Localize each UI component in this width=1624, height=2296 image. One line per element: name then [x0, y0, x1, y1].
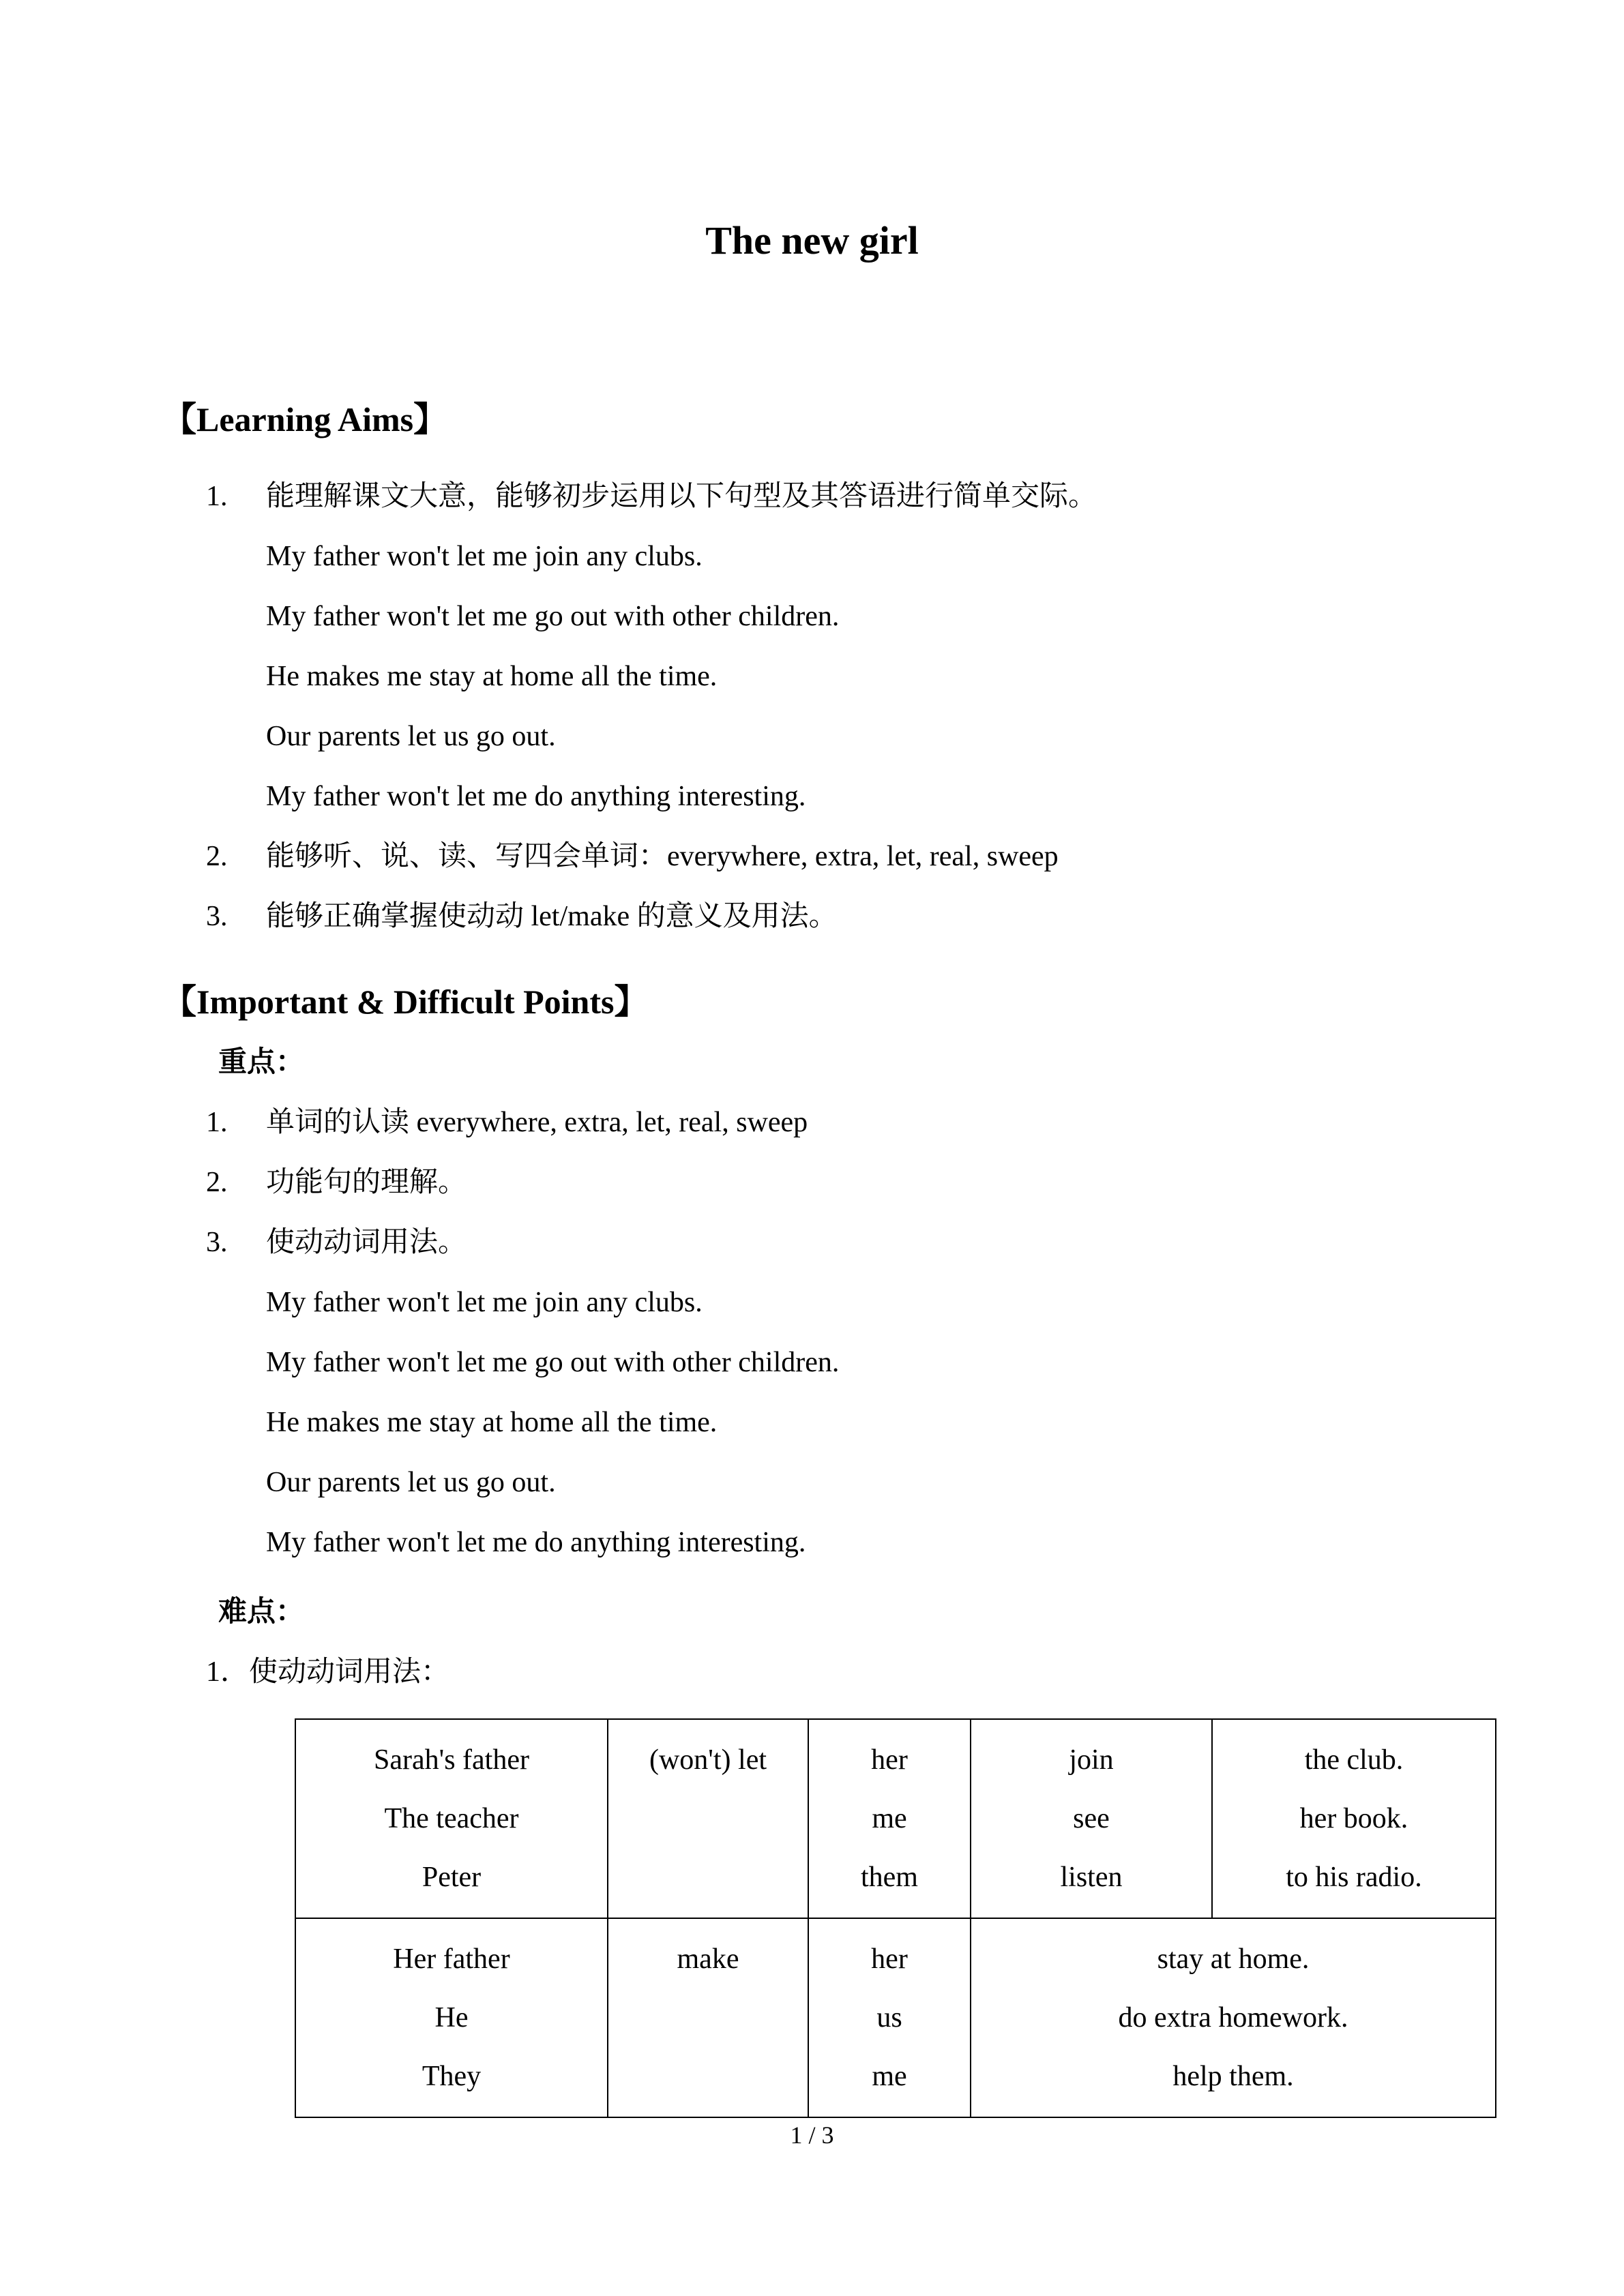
- table-cell-verb: [608, 1918, 808, 2117]
- list-item: [206, 886, 1624, 946]
- table-text: me: [872, 2060, 907, 2092]
- table-cell-subjects: [295, 1719, 608, 1918]
- difficult-points-label: 难点：: [218, 1596, 305, 1628]
- section-heading-learning-aims: 【Learning Aims】: [162, 400, 448, 438]
- table-text: Sarah's father: [374, 1744, 529, 1776]
- page-title: The new girl: [705, 218, 919, 263]
- list-number: 2.: [206, 1166, 228, 1198]
- table-text: Peter: [422, 1861, 482, 1893]
- table-text: help them.: [1172, 2060, 1294, 2092]
- example-sentence: My father won't let me do anything interesting.: [266, 780, 806, 812]
- example-sentence: He makes me stay at home all the time.: [266, 1406, 718, 1438]
- table-text: stay at home.: [1157, 1943, 1310, 1975]
- section-heading-important-points: 【Important & Difficult Points】: [162, 982, 649, 1021]
- list-text: 能够听、说、读、写四会单词：everywhere, extra, let, real, sweep: [266, 840, 1059, 872]
- table-cell-verb: [608, 1719, 808, 1918]
- table-text: her book.: [1299, 1802, 1408, 1834]
- page-number: 1 / 3: [790, 2121, 834, 2149]
- list-item: [206, 1092, 1624, 1152]
- table-row-let: [295, 1719, 1496, 1918]
- table-text: Her father: [393, 1943, 510, 1975]
- table-text: them: [861, 1861, 918, 1893]
- table-text: to his radio.: [1286, 1861, 1422, 1893]
- list-number: 2.: [206, 840, 228, 872]
- table-cell-complements-merged: [971, 1918, 1496, 2117]
- table-text: listen: [1060, 1861, 1123, 1893]
- example-sentence: My father won't let me go out with other children.: [266, 1346, 840, 1378]
- list-item: [206, 1152, 1624, 1212]
- list-text: 功能句的理解。: [266, 1166, 467, 1198]
- difficult-point-item: 1．使动动词用法：: [206, 1656, 450, 1688]
- table-cell-subjects: [295, 1918, 608, 2117]
- key-points-label: 重点：: [218, 1046, 305, 1078]
- table-text: do extra homework.: [1118, 2001, 1348, 2033]
- table-text: They: [422, 2060, 482, 2092]
- example-sentence: My father won't let me join any clubs.: [266, 540, 703, 572]
- list-item: [206, 466, 1624, 526]
- example-sentence: My father won't let me join any clubs.: [266, 1286, 703, 1318]
- table-cell-objects: [808, 1918, 971, 2117]
- list-item: [206, 826, 1624, 886]
- list-text: 使动动词用法。: [266, 1226, 467, 1258]
- table-text: join: [1069, 1744, 1114, 1776]
- grammar-table: [295, 1718, 1496, 2118]
- table-text: (won't) let: [649, 1744, 767, 1776]
- table-text: He: [434, 2001, 469, 2033]
- list-number: 1.: [206, 1106, 228, 1138]
- list-number: 3.: [206, 1226, 228, 1258]
- list-text: 能理解课文大意，能够初步运用以下句型及其答语进行简单交际。: [266, 480, 1097, 512]
- table-text: the club.: [1304, 1744, 1404, 1776]
- example-sentence: My father won't let me do anything interesting.: [266, 1526, 806, 1558]
- table-cell-complements: [1212, 1719, 1496, 1918]
- table-text: her: [871, 1744, 908, 1776]
- table-text: me: [872, 1802, 907, 1834]
- list-number: 1.: [206, 480, 228, 512]
- example-sentence: My father won't let me go out with other children.: [266, 600, 840, 632]
- table-row-make: [295, 1918, 1496, 2117]
- table-cell-verbs2: [971, 1719, 1212, 1918]
- example-sentence: Our parents let us go out.: [266, 1466, 556, 1498]
- table-cell-objects: [808, 1719, 971, 1918]
- table-text: her: [871, 1943, 908, 1975]
- list-number: 3.: [206, 900, 228, 932]
- table-text: see: [1073, 1802, 1110, 1834]
- example-sentence: Our parents let us go out.: [266, 720, 556, 752]
- table-text: make: [677, 1943, 739, 1975]
- example-sentence: He makes me stay at home all the time.: [266, 660, 718, 692]
- table-text: The teacher: [384, 1802, 519, 1834]
- list-text: 单词的认读 everywhere, extra, let, real, sweep: [266, 1106, 808, 1138]
- list-text: 能够正确掌握使动动 let/make 的意义及用法。: [266, 900, 838, 932]
- list-item: [206, 1212, 1624, 1272]
- table-text: us: [876, 2001, 902, 2033]
